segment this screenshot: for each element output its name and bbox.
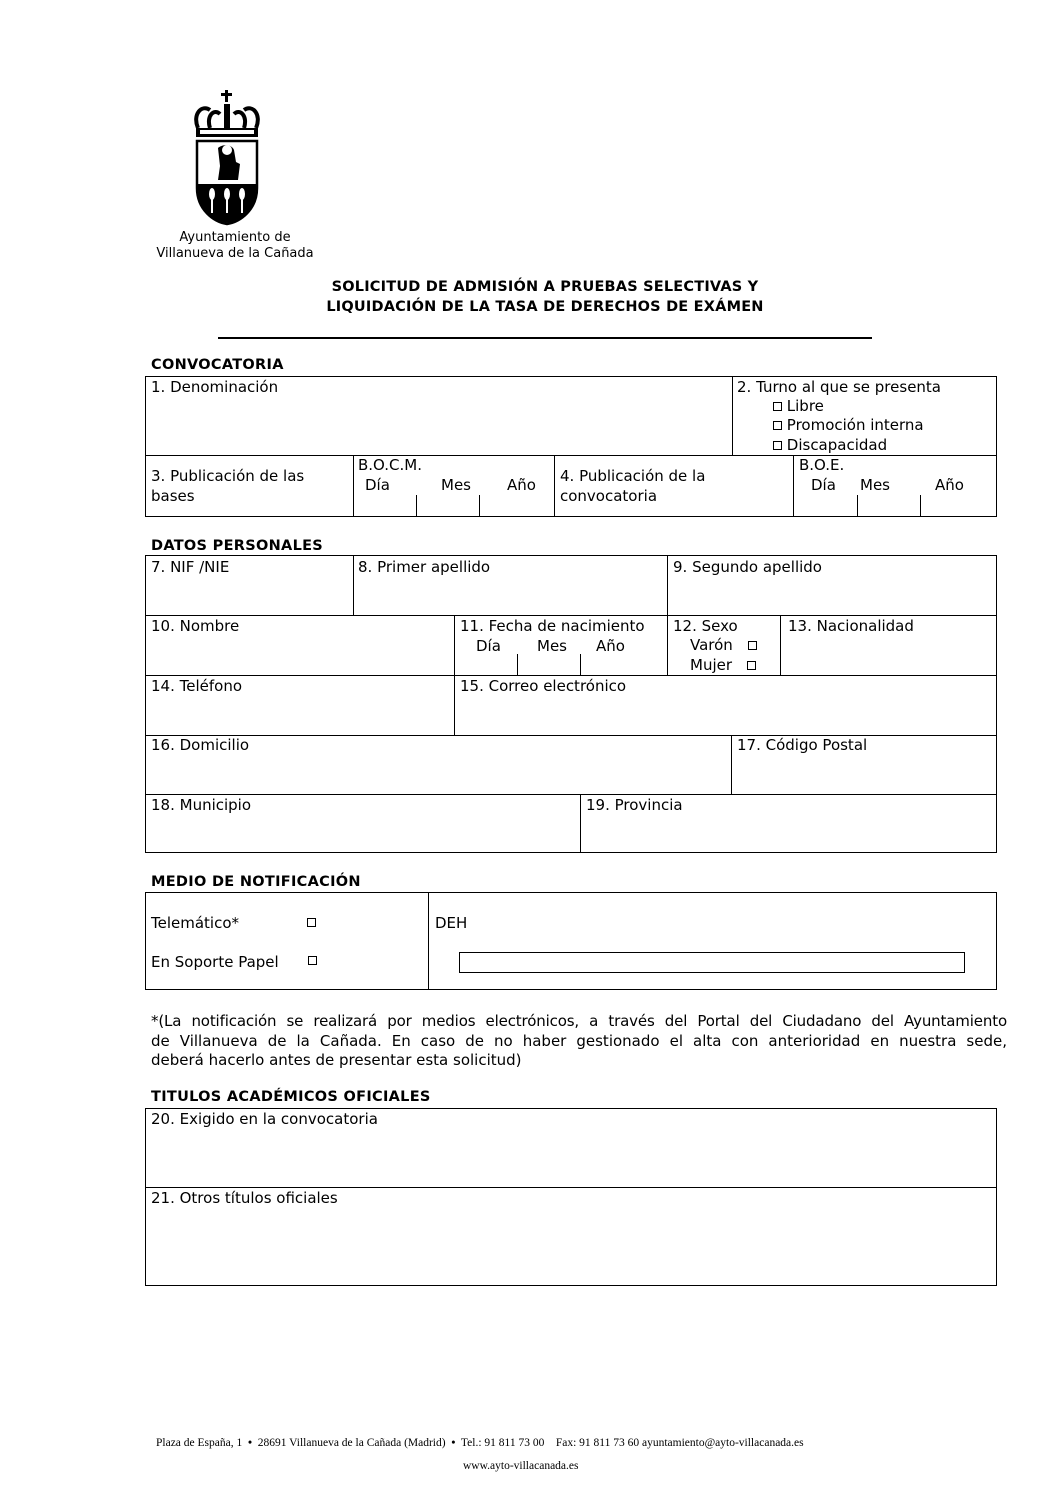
nacimiento-anio[interactable]: Año xyxy=(596,637,625,655)
primer-apellido-field[interactable]: 8. Primer apellido xyxy=(358,558,491,576)
divider xyxy=(731,735,732,794)
divider xyxy=(353,455,354,517)
boe-anio[interactable]: Año xyxy=(935,476,964,494)
divider xyxy=(145,675,997,676)
section-notificacion-heading: MEDIO DE NOTIFICACIÓN xyxy=(151,874,361,890)
divider xyxy=(428,892,429,990)
bocm-mes[interactable]: Mes xyxy=(441,476,471,494)
turno-label: 2. Turno al que se presenta xyxy=(737,378,942,396)
date-separator xyxy=(479,495,480,517)
divider xyxy=(667,555,668,615)
checkbox[interactable] xyxy=(773,402,782,411)
nacimiento-dia[interactable]: Día xyxy=(476,637,501,655)
denominacion-field[interactable]: 1. Denominación xyxy=(151,378,279,396)
pub-conv-label-1: 4. Publicación de la xyxy=(560,467,706,485)
bullet-icon: • xyxy=(448,1437,459,1449)
org-name-line2: Villanueva de la Cañada xyxy=(156,246,314,261)
footer-address: Plaza de España, 1 xyxy=(156,1437,243,1449)
pub-conv-label-2: convocatoria xyxy=(560,487,658,505)
notificacion-table xyxy=(145,892,997,990)
sexo-varon-option[interactable]: Varón xyxy=(690,636,757,655)
date-separator xyxy=(920,495,921,517)
note-line-1: *(La notificación se realizará por medios electrónicos, a través del Portal del Ciudadano del Ayuntamiento xyxy=(151,1012,1007,1030)
nombre-field[interactable]: 10. Nombre xyxy=(151,617,240,635)
bocm-label: B.O.C.M. xyxy=(358,456,422,474)
divider xyxy=(145,615,997,616)
boe-label: B.O.E. xyxy=(799,456,845,474)
telematico-option[interactable]: Telemático* xyxy=(151,914,240,932)
org-name-line1: Ayuntamiento de xyxy=(179,230,291,245)
datos-personales-table xyxy=(145,555,997,853)
checkbox[interactable] xyxy=(773,441,782,450)
bocm-dia[interactable]: Día xyxy=(365,476,390,494)
form-title-line2: LIQUIDACIÓN DE LA TASA DE DERECHOS DE EXÁMEN xyxy=(326,299,764,315)
date-separator xyxy=(580,654,581,675)
footer-city: 28691 Villanueva de la Cañada (Madrid) xyxy=(257,1437,446,1449)
form-title-line1: SOLICITUD DE ADMISIÓN A PRUEBAS SELECTIVAS Y xyxy=(331,279,759,295)
correo-field[interactable]: 15. Correo electrónico xyxy=(460,677,627,695)
coat-of-arms-logo xyxy=(188,88,266,228)
nacionalidad-field[interactable]: 13. Nacionalidad xyxy=(788,617,914,635)
telefono-field[interactable]: 14. Teléfono xyxy=(151,677,243,695)
sexo-mujer-option[interactable]: Mujer xyxy=(690,656,756,675)
divider xyxy=(353,555,354,615)
divider xyxy=(145,735,997,736)
boe-mes[interactable]: Mes xyxy=(860,476,890,494)
domicilio-field[interactable]: 16. Domicilio xyxy=(151,736,250,754)
exigido-field[interactable]: 20. Exigido en la convocatoria xyxy=(151,1110,378,1128)
divider xyxy=(780,615,781,675)
telematico-checkbox[interactable] xyxy=(307,918,316,927)
checkbox[interactable] xyxy=(748,641,757,650)
checkbox[interactable] xyxy=(773,421,782,430)
fecha-nacimiento-label: 11. Fecha de nacimiento xyxy=(460,617,645,635)
divider xyxy=(145,455,997,456)
sexo-label: 12. Sexo xyxy=(673,617,738,635)
divider xyxy=(145,794,997,795)
pub-bases-label-2: bases xyxy=(151,487,195,505)
boe-dia[interactable]: Día xyxy=(811,476,836,494)
date-separator xyxy=(517,654,518,675)
notification-note xyxy=(151,1012,1007,1071)
papel-option[interactable]: En Soporte Papel xyxy=(151,953,279,971)
pub-bases-label-1: 3. Publicación de las xyxy=(151,467,305,485)
bullet-icon: • xyxy=(245,1437,255,1449)
note-line-3: deberá hacerlo antes de presentar esta solicitud) xyxy=(151,1051,522,1069)
section-datos-personales-heading: DATOS PERSONALES xyxy=(151,538,324,554)
otros-titulos-field[interactable]: 21. Otros títulos oficiales xyxy=(151,1189,338,1207)
divider xyxy=(145,1187,997,1188)
footer-website[interactable]: www.ayto-villacanada.es xyxy=(463,1460,579,1472)
note-line-2: de Villanueva de la Cañada. En caso de no haber gestionado el alta con anterioridad en nuestra sede, xyxy=(151,1031,1007,1050)
codigo-postal-field[interactable]: 17. Código Postal xyxy=(737,736,868,754)
date-separator xyxy=(857,495,858,517)
divider xyxy=(554,455,555,517)
nif-field[interactable]: 7. NIF /NIE xyxy=(151,558,230,576)
divider xyxy=(793,455,794,517)
turno-promocion-option[interactable]: Promoción interna xyxy=(773,416,924,435)
footer-contact xyxy=(156,1437,804,1449)
section-titulos-heading: TITULOS ACADÉMICOS OFICIALES xyxy=(151,1089,431,1105)
municipio-field[interactable]: 18. Municipio xyxy=(151,796,252,814)
turno-libre-option[interactable]: Libre xyxy=(773,397,824,416)
divider xyxy=(580,794,581,853)
bocm-anio[interactable]: Año xyxy=(507,476,536,494)
deh-label: DEH xyxy=(435,914,468,932)
turno-discapacidad-option[interactable]: Discapacidad xyxy=(773,436,887,455)
deh-input[interactable] xyxy=(459,952,965,973)
date-separator xyxy=(416,495,417,517)
title-underline xyxy=(218,337,872,339)
divider xyxy=(667,615,668,675)
segundo-apellido-field[interactable]: 9. Segundo apellido xyxy=(673,558,822,576)
checkbox[interactable] xyxy=(747,661,756,670)
papel-checkbox[interactable] xyxy=(308,956,317,965)
divider xyxy=(732,376,733,456)
provincia-field[interactable]: 19. Provincia xyxy=(586,796,683,814)
divider xyxy=(454,615,455,735)
footer-phone: Tel.: 91 811 73 00 Fax: 91 811 73 60 ayuntamiento@ayto-villacanada.es xyxy=(460,1437,804,1449)
nacimiento-mes[interactable]: Mes xyxy=(537,637,567,655)
section-convocatoria-heading: CONVOCATORIA xyxy=(151,357,284,373)
